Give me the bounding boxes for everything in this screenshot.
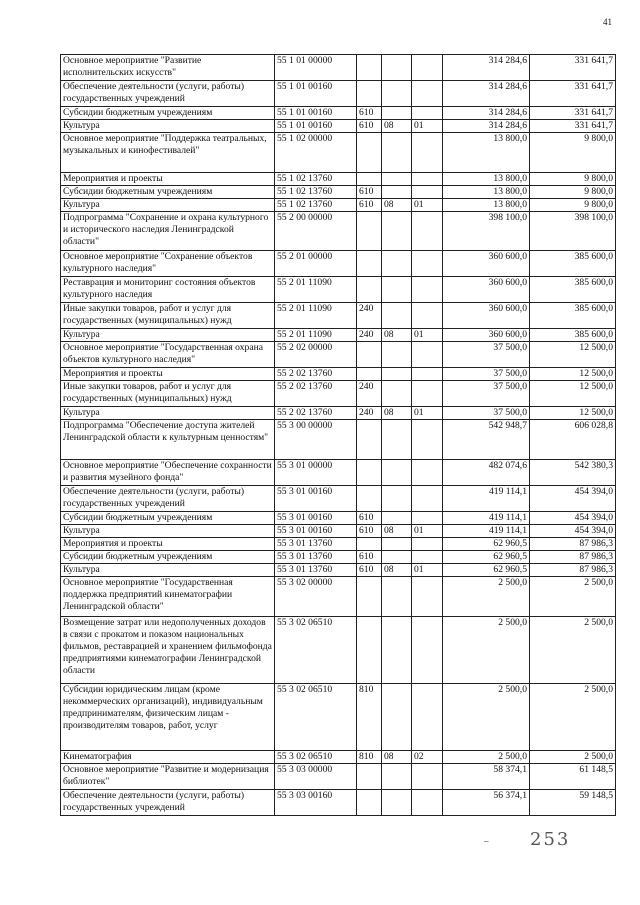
expense-type-cell bbox=[357, 764, 382, 790]
subsection-cell: 02 bbox=[412, 751, 443, 764]
subsection-cell bbox=[412, 212, 443, 251]
expense-type-cell bbox=[357, 486, 382, 512]
target-code-cell: 55 1 02 00000 bbox=[275, 133, 357, 173]
amount-year1-cell: 314 284,6 bbox=[443, 81, 530, 107]
section-cell: 08 bbox=[382, 407, 412, 420]
expense-name-cell: Возмещение затрат или недополученных доходов в связи с прокатом и показом национальных фильмов, реставрацией и хранением фильмофонда предприятиями кинематографии Ленинградской области bbox=[61, 617, 275, 684]
subsection-cell bbox=[412, 55, 443, 81]
expense-name-cell: Обеспечение деятельности (услуги, работы) государственных учреждений bbox=[61, 81, 275, 107]
target-code-cell: 55 3 01 13760 bbox=[275, 564, 357, 577]
amount-year2-cell: 9 800,0 bbox=[530, 133, 616, 173]
subsection-cell bbox=[412, 381, 443, 407]
amount-year1-cell: 13 800,0 bbox=[443, 133, 530, 173]
expense-type-cell bbox=[357, 617, 382, 684]
amount-year1-cell: 542 948,7 bbox=[443, 420, 530, 460]
section-cell bbox=[382, 368, 412, 381]
subsection-cell bbox=[412, 764, 443, 790]
expense-name-cell: Субсидии юридическим лицам (кроме некоммерческих организаций), индивидуальным предпринимателям, физическим лицам - производителям товаров, работ, услуг bbox=[61, 684, 275, 751]
section-cell bbox=[382, 684, 412, 751]
expense-name-cell: Мероприятия и проекты bbox=[61, 173, 275, 186]
section-cell bbox=[382, 303, 412, 329]
amount-year2-cell: 9 800,0 bbox=[530, 186, 616, 199]
amount-year2-cell: 2 500,0 bbox=[530, 577, 616, 617]
expense-name-cell: Подпрограмма "Сохранение и охрана культурного и исторического наследия Ленинградской области" bbox=[61, 212, 275, 251]
expense-name-cell: Обеспечение деятельности (услуги, работы) государственных учреждений bbox=[61, 790, 275, 816]
expense-type-cell bbox=[357, 81, 382, 107]
subsection-cell bbox=[412, 551, 443, 564]
amount-year2-cell: 385 600,0 bbox=[530, 329, 616, 342]
target-code-cell: 55 3 01 13760 bbox=[275, 551, 357, 564]
subsection-cell bbox=[412, 251, 443, 277]
expense-name-cell: Культура bbox=[61, 329, 275, 342]
subsection-cell: 01 bbox=[412, 525, 443, 538]
table-row bbox=[61, 173, 616, 186]
amount-year1-cell: 13 800,0 bbox=[443, 173, 530, 186]
amount-year1-cell: 37 500,0 bbox=[443, 381, 530, 407]
expense-type-cell bbox=[357, 251, 382, 277]
expense-type-cell bbox=[357, 538, 382, 551]
section-cell bbox=[382, 173, 412, 186]
section-cell bbox=[382, 186, 412, 199]
table-row bbox=[61, 55, 616, 81]
target-code-cell: 55 3 01 00160 bbox=[275, 486, 357, 512]
subsection-cell bbox=[412, 790, 443, 816]
section-cell bbox=[382, 551, 412, 564]
table-row bbox=[61, 577, 616, 617]
target-code-cell: 55 1 02 13760 bbox=[275, 173, 357, 186]
expense-type-cell bbox=[357, 577, 382, 617]
amount-year1-cell: 62 960,5 bbox=[443, 538, 530, 551]
amount-year2-cell: 12 500,0 bbox=[530, 381, 616, 407]
table-row bbox=[61, 512, 616, 525]
subsection-cell bbox=[412, 107, 443, 120]
expense-name-cell: Иные закупки товаров, работ и услуг для государственных (муниципальных) нужд bbox=[61, 381, 275, 407]
expense-type-cell: 610 bbox=[357, 120, 382, 133]
amount-year2-cell: 9 800,0 bbox=[530, 199, 616, 212]
subsection-cell: 01 bbox=[412, 199, 443, 212]
subsection-cell bbox=[412, 617, 443, 684]
subsection-cell: 01 bbox=[412, 329, 443, 342]
expense-type-cell bbox=[357, 790, 382, 816]
expense-type-cell: 240 bbox=[357, 381, 382, 407]
table-row bbox=[61, 381, 616, 407]
amount-year2-cell: 398 100,0 bbox=[530, 212, 616, 251]
subsection-cell bbox=[412, 368, 443, 381]
target-code-cell: 55 3 02 00000 bbox=[275, 577, 357, 617]
expense-name-cell: Основное мероприятие "Сохранение объектов культурного наследия" bbox=[61, 251, 275, 277]
amount-year2-cell: 2 500,0 bbox=[530, 751, 616, 764]
section-cell bbox=[382, 381, 412, 407]
section-cell bbox=[382, 55, 412, 81]
amount-year1-cell: 419 114,1 bbox=[443, 486, 530, 512]
expense-type-cell bbox=[357, 368, 382, 381]
section-cell bbox=[382, 342, 412, 368]
expense-type-cell: 610 bbox=[357, 525, 382, 538]
expense-type-cell: 610 bbox=[357, 512, 382, 525]
table-row bbox=[61, 251, 616, 277]
table-row bbox=[61, 329, 616, 342]
table-row bbox=[61, 551, 616, 564]
expense-type-cell: 610 bbox=[357, 199, 382, 212]
amount-year1-cell: 360 600,0 bbox=[443, 277, 530, 303]
expense-name-cell: Культура bbox=[61, 199, 275, 212]
table-row bbox=[61, 764, 616, 790]
section-cell: 08 bbox=[382, 564, 412, 577]
section-cell bbox=[382, 251, 412, 277]
page-number: 41 bbox=[603, 17, 612, 27]
target-code-cell: 55 1 02 13760 bbox=[275, 186, 357, 199]
section-cell: 08 bbox=[382, 329, 412, 342]
subsection-cell bbox=[412, 303, 443, 329]
table-row bbox=[61, 407, 616, 420]
section-cell bbox=[382, 81, 412, 107]
target-code-cell: 55 1 01 00160 bbox=[275, 107, 357, 120]
subsection-cell bbox=[412, 133, 443, 173]
amount-year2-cell: 606 028,8 bbox=[530, 420, 616, 460]
amount-year2-cell: 12 500,0 bbox=[530, 407, 616, 420]
target-code-cell: 55 3 00 00000 bbox=[275, 420, 357, 460]
expense-name-cell: Основное мероприятие "Государственная поддержка предприятий кинематографии Ленинградской области" bbox=[61, 577, 275, 617]
expense-name-cell: Мероприятия и проекты bbox=[61, 368, 275, 381]
amount-year2-cell: 454 394,0 bbox=[530, 512, 616, 525]
target-code-cell: 55 2 02 13760 bbox=[275, 407, 357, 420]
expense-type-cell bbox=[357, 212, 382, 251]
table-row bbox=[61, 186, 616, 199]
amount-year1-cell: 2 500,0 bbox=[443, 684, 530, 751]
amount-year1-cell: 360 600,0 bbox=[443, 303, 530, 329]
amount-year2-cell: 87 986,3 bbox=[530, 551, 616, 564]
amount-year1-cell: 314 284,6 bbox=[443, 55, 530, 81]
table-row bbox=[61, 120, 616, 133]
amount-year2-cell: 87 986,3 bbox=[530, 564, 616, 577]
table-row bbox=[61, 684, 616, 751]
target-code-cell: 55 1 02 13760 bbox=[275, 199, 357, 212]
table-row bbox=[61, 212, 616, 251]
subsection-cell bbox=[412, 512, 443, 525]
table-row bbox=[61, 564, 616, 577]
section-cell bbox=[382, 512, 412, 525]
target-code-cell: 55 3 01 00160 bbox=[275, 512, 357, 525]
section-cell bbox=[382, 617, 412, 684]
amount-year1-cell: 13 800,0 bbox=[443, 199, 530, 212]
table-row bbox=[61, 277, 616, 303]
amount-year1-cell: 37 500,0 bbox=[443, 342, 530, 368]
amount-year1-cell: 62 960,5 bbox=[443, 564, 530, 577]
expense-name-cell: Основное мероприятие "Развитие и модернизация библиотек" bbox=[61, 764, 275, 790]
target-code-cell: 55 3 02 06510 bbox=[275, 617, 357, 684]
amount-year1-cell: 314 284,6 bbox=[443, 120, 530, 133]
section-cell bbox=[382, 764, 412, 790]
table-body bbox=[61, 55, 616, 816]
expense-type-cell: 240 bbox=[357, 303, 382, 329]
subsection-cell bbox=[412, 173, 443, 186]
expense-type-cell bbox=[357, 420, 382, 460]
table-row bbox=[61, 303, 616, 329]
amount-year1-cell: 2 500,0 bbox=[443, 751, 530, 764]
expense-name-cell: Иные закупки товаров, работ и услуг для государственных (муниципальных) нужд bbox=[61, 303, 275, 329]
subsection-cell: 01 bbox=[412, 564, 443, 577]
expense-name-cell: Основное мероприятие "Развитие исполнительских искусств" bbox=[61, 55, 275, 81]
amount-year2-cell: 12 500,0 bbox=[530, 368, 616, 381]
amount-year1-cell: 360 600,0 bbox=[443, 251, 530, 277]
subsection-cell bbox=[412, 460, 443, 486]
amount-year2-cell: 2 500,0 bbox=[530, 617, 616, 684]
amount-year1-cell: 37 500,0 bbox=[443, 407, 530, 420]
table-row bbox=[61, 133, 616, 173]
expense-name-cell: Субсидии бюджетным учреждениям bbox=[61, 186, 275, 199]
expense-name-cell: Культура bbox=[61, 564, 275, 577]
amount-year1-cell: 419 114,1 bbox=[443, 525, 530, 538]
expense-name-cell: Обеспечение деятельности (услуги, работы) государственных учреждений bbox=[61, 486, 275, 512]
target-code-cell: 55 2 00 00000 bbox=[275, 212, 357, 251]
expense-type-cell: 810 bbox=[357, 684, 382, 751]
expense-type-cell: 610 bbox=[357, 107, 382, 120]
subsection-cell bbox=[412, 684, 443, 751]
amount-year2-cell: 61 148,5 bbox=[530, 764, 616, 790]
amount-year1-cell: 314 284,6 bbox=[443, 107, 530, 120]
target-code-cell: 55 1 01 00000 bbox=[275, 55, 357, 81]
amount-year1-cell: 419 114,1 bbox=[443, 512, 530, 525]
amount-year2-cell: 331 641,7 bbox=[530, 107, 616, 120]
amount-year1-cell: 13 800,0 bbox=[443, 186, 530, 199]
expense-name-cell: Основное мероприятие "Обеспечение сохранности и развития музейного фонда" bbox=[61, 460, 275, 486]
amount-year1-cell: 2 500,0 bbox=[443, 617, 530, 684]
target-code-cell: 55 2 01 00000 bbox=[275, 251, 357, 277]
amount-year2-cell: 331 641,7 bbox=[530, 55, 616, 81]
expense-name-cell: Субсидии бюджетным учреждениям bbox=[61, 512, 275, 525]
expense-type-cell: 810 bbox=[357, 751, 382, 764]
amount-year1-cell: 360 600,0 bbox=[443, 329, 530, 342]
amount-year1-cell: 58 374,1 bbox=[443, 764, 530, 790]
section-cell: 08 bbox=[382, 751, 412, 764]
subsection-cell bbox=[412, 342, 443, 368]
target-code-cell: 55 2 02 13760 bbox=[275, 381, 357, 407]
table-row bbox=[61, 525, 616, 538]
expense-name-cell: Мероприятия и проекты bbox=[61, 538, 275, 551]
section-cell bbox=[382, 277, 412, 303]
table-row bbox=[61, 751, 616, 764]
expense-name-cell: Реставрация и мониторинг состояния объектов культурного наследия bbox=[61, 277, 275, 303]
amount-year2-cell: 542 380,3 bbox=[530, 460, 616, 486]
amount-year2-cell: 385 600,0 bbox=[530, 303, 616, 329]
table-row bbox=[61, 617, 616, 684]
target-code-cell: 55 3 02 06510 bbox=[275, 684, 357, 751]
subsection-cell bbox=[412, 81, 443, 107]
target-code-cell: 55 1 01 00160 bbox=[275, 81, 357, 107]
section-cell: 08 bbox=[382, 199, 412, 212]
section-cell bbox=[382, 107, 412, 120]
amount-year2-cell: 59 148,5 bbox=[530, 790, 616, 816]
expense-type-cell bbox=[357, 55, 382, 81]
amount-year2-cell: 9 800,0 bbox=[530, 173, 616, 186]
subsection-cell bbox=[412, 420, 443, 460]
expense-name-cell: Культура bbox=[61, 120, 275, 133]
expense-type-cell: 610 bbox=[357, 564, 382, 577]
expense-name-cell: Основное мероприятие "Государственная охрана объектов культурного наследия" bbox=[61, 342, 275, 368]
expense-name-cell: Культура bbox=[61, 407, 275, 420]
amount-year2-cell: 385 600,0 bbox=[530, 277, 616, 303]
section-cell bbox=[382, 420, 412, 460]
budget-table bbox=[60, 54, 616, 816]
table-row bbox=[61, 420, 616, 460]
expense-name-cell: Культура bbox=[61, 525, 275, 538]
target-code-cell: 55 3 02 06510 bbox=[275, 751, 357, 764]
target-code-cell: 55 3 03 00000 bbox=[275, 764, 357, 790]
expense-type-cell: 610 bbox=[357, 186, 382, 199]
subsection-cell bbox=[412, 538, 443, 551]
subsection-cell bbox=[412, 186, 443, 199]
target-code-cell: 55 2 01 11090 bbox=[275, 329, 357, 342]
expense-type-cell: 610 bbox=[357, 551, 382, 564]
target-code-cell: 55 1 01 00160 bbox=[275, 120, 357, 133]
amount-year2-cell: 331 641,7 bbox=[530, 81, 616, 107]
target-code-cell: 55 3 01 00160 bbox=[275, 525, 357, 538]
expense-type-cell bbox=[357, 460, 382, 486]
amount-year1-cell: 482 074,6 bbox=[443, 460, 530, 486]
amount-year2-cell: 454 394,0 bbox=[530, 486, 616, 512]
expense-type-cell bbox=[357, 342, 382, 368]
subsection-cell bbox=[412, 486, 443, 512]
subsection-cell: 01 bbox=[412, 407, 443, 420]
target-code-cell: 55 2 01 11090 bbox=[275, 303, 357, 329]
table-row bbox=[61, 790, 616, 816]
expense-name-cell: Основное мероприятие "Поддержка театральных, музыкальных и кинофестивалей" bbox=[61, 133, 275, 173]
section-cell bbox=[382, 460, 412, 486]
table-row bbox=[61, 81, 616, 107]
page-stamp: 253 bbox=[530, 829, 571, 850]
section-cell: 08 bbox=[382, 525, 412, 538]
expense-type-cell bbox=[357, 133, 382, 173]
subsection-cell bbox=[412, 577, 443, 617]
amount-year2-cell: 87 986,3 bbox=[530, 538, 616, 551]
subsection-cell: 01 bbox=[412, 120, 443, 133]
expense-type-cell bbox=[357, 173, 382, 186]
footer-sign: – bbox=[484, 836, 489, 846]
target-code-cell: 55 2 02 13760 bbox=[275, 368, 357, 381]
target-code-cell: 55 2 01 11090 bbox=[275, 277, 357, 303]
section-cell: 08 bbox=[382, 120, 412, 133]
section-cell bbox=[382, 486, 412, 512]
table-row bbox=[61, 342, 616, 368]
table-row bbox=[61, 460, 616, 486]
section-cell bbox=[382, 538, 412, 551]
target-code-cell: 55 3 01 13760 bbox=[275, 538, 357, 551]
amount-year1-cell: 398 100,0 bbox=[443, 212, 530, 251]
amount-year1-cell: 37 500,0 bbox=[443, 368, 530, 381]
table-row bbox=[61, 107, 616, 120]
section-cell bbox=[382, 790, 412, 816]
expense-type-cell: 240 bbox=[357, 329, 382, 342]
expense-name-cell: Субсидии бюджетным учреждениям bbox=[61, 551, 275, 564]
section-cell bbox=[382, 212, 412, 251]
expense-name-cell: Субсидии бюджетным учреждениям bbox=[61, 107, 275, 120]
table-row bbox=[61, 486, 616, 512]
target-code-cell: 55 3 01 00000 bbox=[275, 460, 357, 486]
amount-year1-cell: 56 374,1 bbox=[443, 790, 530, 816]
table-row bbox=[61, 368, 616, 381]
section-cell bbox=[382, 133, 412, 173]
expense-type-cell bbox=[357, 277, 382, 303]
target-code-cell: 55 2 02 00000 bbox=[275, 342, 357, 368]
expense-name-cell: Подпрограмма "Обеспечение доступа жителей Ленинградской области к культурным ценностям" bbox=[61, 420, 275, 460]
target-code-cell: 55 3 03 00160 bbox=[275, 790, 357, 816]
amount-year2-cell: 454 394,0 bbox=[530, 525, 616, 538]
section-cell bbox=[382, 577, 412, 617]
expense-name-cell: Кинематография bbox=[61, 751, 275, 764]
amount-year1-cell: 2 500,0 bbox=[443, 577, 530, 617]
table-row bbox=[61, 538, 616, 551]
table-row bbox=[61, 199, 616, 212]
amount-year2-cell: 385 600,0 bbox=[530, 251, 616, 277]
expense-type-cell: 240 bbox=[357, 407, 382, 420]
amount-year2-cell: 12 500,0 bbox=[530, 342, 616, 368]
amount-year2-cell: 331 641,7 bbox=[530, 120, 616, 133]
subsection-cell bbox=[412, 277, 443, 303]
amount-year2-cell: 2 500,0 bbox=[530, 684, 616, 751]
amount-year1-cell: 62 960,5 bbox=[443, 551, 530, 564]
